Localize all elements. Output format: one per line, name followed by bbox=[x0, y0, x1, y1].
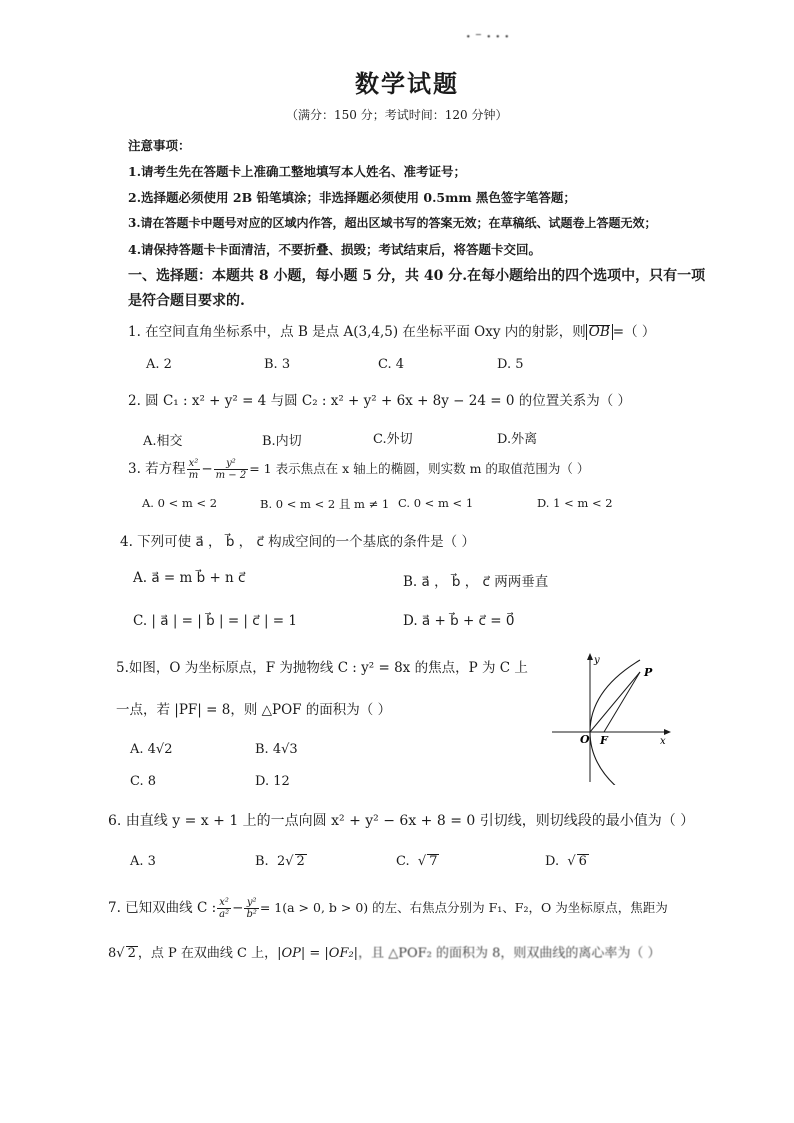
notice-item: 1.请考生先在答题卡上准确工整地填写本人姓名、准考证号； bbox=[128, 164, 467, 179]
q1-option-b: B. 3 bbox=[264, 357, 291, 372]
q4-option-a: A. a⃗ = m b⃗ + n c⃗ bbox=[133, 570, 246, 586]
y-axis-arrow bbox=[587, 653, 593, 660]
question-7-stem-cont: 8√ 2 ，点 P 在双曲线 C 上，|OP| = |OF₂|，且 △POF₂ 的面积为 8，则双曲线的离心率为（ ） bbox=[108, 946, 661, 961]
q3-option-d: D. 1 < m < 2 bbox=[537, 496, 613, 510]
question-7-stem bbox=[108, 896, 668, 920]
q5-option-d: D. 12 bbox=[255, 774, 290, 789]
parabola-figure bbox=[548, 650, 678, 785]
q1-vector-ob: OB bbox=[588, 324, 610, 340]
q2-option-c: C.外切 bbox=[373, 432, 413, 447]
q6-option-c: C. √ 7 bbox=[396, 854, 438, 869]
q2-option-a: A.相交 bbox=[143, 434, 183, 449]
q4-option-d: D. a⃗ + b⃗ + c⃗ = 0⃗ bbox=[403, 613, 515, 629]
q6-option-b: B. 2√ 2 bbox=[255, 854, 305, 869]
notice-heading: 注意事项： bbox=[128, 138, 191, 153]
q3-option-b: B. 0 < m < 2 且 m ≠ 1 bbox=[260, 497, 390, 511]
q7-coef: 8 bbox=[108, 946, 117, 961]
q3-minus: − bbox=[201, 461, 213, 477]
q1-option-a: A. 2 bbox=[146, 357, 172, 372]
question-2-stem: 2. 圆 C₁ : x² + y² = 4 与圆 C₂ : x² + y² + 6x + 8y − 24 = 0 的位置关系为（ ） bbox=[128, 393, 632, 409]
q4-option-b: B. a⃗ ， b⃗ ， c⃗ 两两垂直 bbox=[403, 574, 549, 590]
question-5-stem: 5.如图，O 为坐标原点，F 为抛物线 C : y² = 8x 的焦点，P 为 C 上 bbox=[116, 660, 528, 676]
q3-frac-num: y² bbox=[214, 458, 249, 470]
notice-item: 2.选择题必须使用 2B 铅笔填涂；非选择题必须使用 0.5mm 黑色签字笔答题； bbox=[128, 190, 576, 205]
origin-label: O bbox=[580, 733, 590, 746]
q3-stem-text: 3. 若方程 bbox=[128, 461, 186, 477]
question-1-stem bbox=[128, 320, 655, 340]
q2-option-b: B.内切 bbox=[262, 434, 302, 449]
q7-minus: − bbox=[232, 900, 244, 916]
section-heading: 一、选择题：本题共 8 小题，每小题 5 分，共 40 分.在每小题给出的四个选项中，只有一项 bbox=[128, 268, 706, 284]
q6-option-a: A. 3 bbox=[130, 854, 156, 869]
q3-stem-end: = 1 表示焦点在 x 轴上的椭圆，则实数 m 的取值范围为（ ） bbox=[249, 461, 590, 476]
q3-frac-num: x² bbox=[188, 458, 199, 469]
q1-option-c: C. 4 bbox=[378, 357, 405, 372]
q3-fraction-y bbox=[214, 458, 249, 481]
question-6-stem: 6. 由直线 y = x + 1 上的一点向圆 x² + y² − 6x + 8 = 0 引切线，则切线段的最小值为（ ） bbox=[108, 813, 695, 829]
q6-b-coef: 2 bbox=[276, 854, 286, 869]
q7-frac-num: x² bbox=[217, 897, 231, 909]
q3-frac-den: m bbox=[188, 470, 199, 481]
q4-option-c: C. | a⃗ | = | b⃗ | = | c⃗ | = 1 bbox=[133, 613, 298, 629]
q7-line2-end: ，且 △POF₂ 的面积为 8，则双曲线的离心率为（ ） bbox=[358, 946, 661, 961]
header-scrawl: · ⁻ · · · bbox=[466, 30, 510, 45]
q7-line2-text: ，点 P 在双曲线 C 上， bbox=[137, 946, 278, 961]
q5-option-a: A. 4√2 bbox=[130, 742, 173, 757]
question-4-stem: 4. 下列可使 a⃗ ， b⃗ ， c⃗ 构成空间的一个基底的条件是（ ） bbox=[120, 534, 475, 550]
q1-vector-norm bbox=[586, 324, 613, 340]
focus-label: F bbox=[600, 734, 608, 747]
q1-stem-text: 1. 在空间直角坐标系中，点 B 是点 A(3,4,5) 在坐标平面 Oxy 内的射影，则 bbox=[128, 324, 586, 340]
q6-option-d: D. √ 6 bbox=[545, 854, 587, 869]
q7-frac-den: b² bbox=[246, 909, 257, 920]
y-axis-label: y bbox=[594, 655, 600, 666]
q2-option-d: D.外离 bbox=[497, 432, 538, 447]
q7-fraction-y bbox=[244, 897, 258, 920]
x-axis-label: x bbox=[660, 736, 666, 747]
q7-radicand: 2 bbox=[127, 946, 136, 961]
q6-d-label: D. bbox=[545, 854, 560, 869]
q5-option-c: C. 8 bbox=[130, 774, 157, 789]
q3-option-a: A. 0 < m < 2 bbox=[142, 496, 218, 510]
q7-stem-text: 7. 已知双曲线 C : bbox=[108, 900, 217, 916]
x-axis-arrow bbox=[664, 729, 671, 735]
q7-stem-end: = 1(a > 0, b > 0) 的左、右焦点分别为 F₁、F₂，O 为坐标原点，焦距为 bbox=[259, 900, 668, 915]
q7-fraction-x bbox=[217, 897, 231, 920]
q6-c-label: C. bbox=[396, 854, 410, 869]
question-5-stem-cont: 一点，若 |PF| = 8，则 △POF 的面积为（ ） bbox=[116, 702, 392, 718]
q6-d-radicand: 6 bbox=[578, 854, 587, 869]
q7-frac-den: a² bbox=[219, 909, 230, 920]
q7-frac-num: y² bbox=[244, 897, 258, 909]
q5-option-b: B. 4√3 bbox=[255, 742, 298, 757]
q1-stem-end: =（ ） bbox=[612, 324, 656, 340]
q3-option-c: C. 0 < m < 1 bbox=[398, 496, 474, 510]
q1-option-d: D. 5 bbox=[497, 357, 524, 372]
question-3-stem bbox=[128, 457, 589, 481]
page-title: 数学试题 bbox=[355, 70, 459, 98]
section-heading-cont: 是符合题目要求的. bbox=[128, 293, 245, 309]
q3-frac-den: m − 2 bbox=[215, 470, 247, 481]
q3-fraction-x bbox=[187, 458, 201, 481]
point-p-label: P bbox=[644, 666, 653, 679]
notice-item: 4.请保持答题卡卡面清洁，不要折叠、损毁；考试结束后，将答题卡交回。 bbox=[128, 242, 542, 257]
page-subtitle: （满分：150 分；考试时间：120 分钟） bbox=[286, 108, 508, 122]
q6-b-radicand: 2 bbox=[296, 854, 305, 869]
q7-equal-norms: |OP| = |OF₂| bbox=[277, 946, 359, 961]
notice-item: 3.请在答题卡中题号对应的区域内作答，超出区域书写的答案无效；在草稿纸、试题卷上答题无效； bbox=[128, 216, 657, 230]
q6-c-radicand: 7 bbox=[429, 854, 438, 869]
segment-fp bbox=[604, 672, 640, 732]
q6-b-label: B. bbox=[255, 854, 269, 869]
